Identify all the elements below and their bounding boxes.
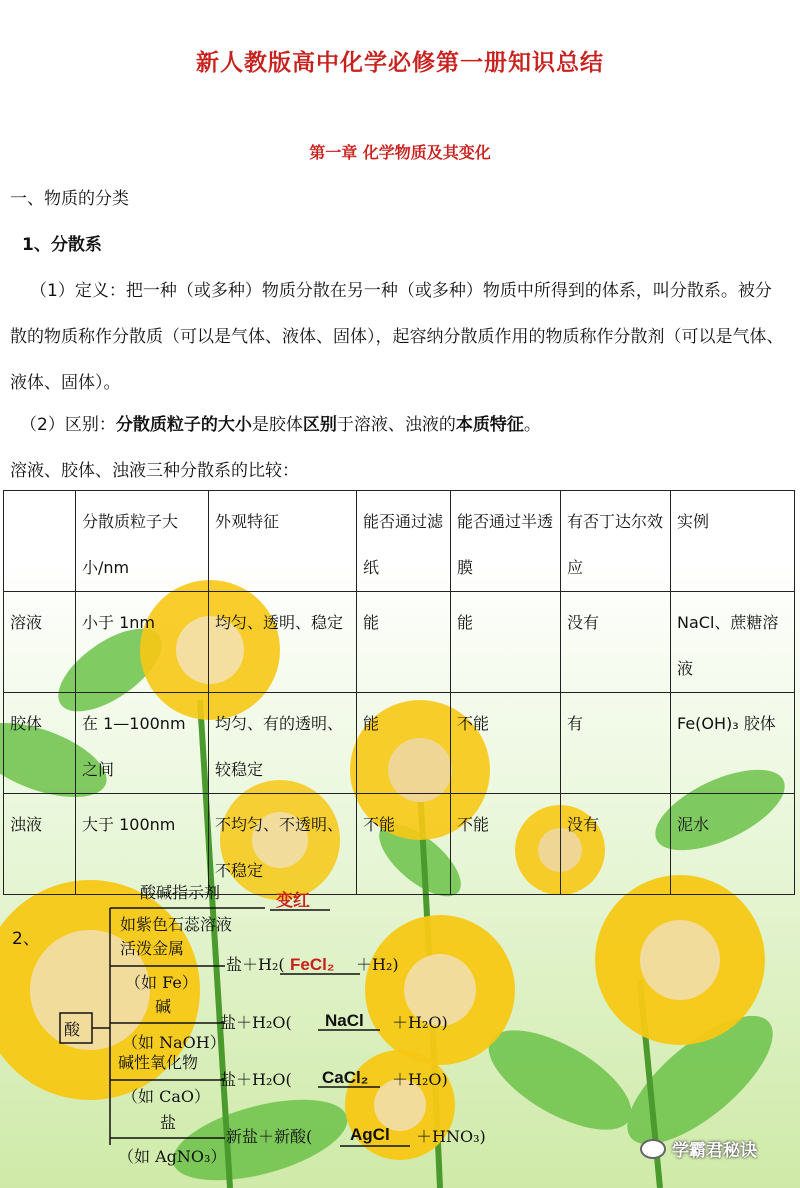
table-cell: 有 [561,693,671,794]
watermark-text: 学霸君秘诀 [672,1141,757,1161]
difference-bold-1: 分散质粒子的大小 [115,415,252,435]
table-header-cell: 实例 [671,491,795,592]
watermark [640,1136,757,1161]
chapter-heading: 第一章 化学物质及其变化 [309,143,491,162]
comparison-table [3,490,795,895]
table-cell: 大于 100nm [76,794,209,895]
table-header-cell: 分散质粒子大小/nm [76,491,209,592]
oxide-product-left: 盐＋H₂O( [220,1070,292,1089]
difference-mid-1: 是胶体 [251,415,303,435]
table-cell: 小于 1nm [76,592,209,693]
oxide-product-right: ＋H₂O) [392,1070,448,1089]
basic-oxide-label: 碱性氧化物 [118,1053,199,1072]
table-cell: 能 [357,592,451,693]
table-cell: 浊液 [4,794,76,895]
indicator-answer: 变红 [276,891,310,910]
metal-label: 活泼金属 [120,939,185,958]
oxide-answer: CaCl₂ [322,1068,369,1087]
indicator-example: 如紫色石蕊溶液 [120,915,233,934]
metal-product-left: 盐＋H₂( [226,955,285,974]
table-cell: 均匀、有的透明、较稳定 [209,693,357,794]
table-row [4,693,795,794]
table-cell: 泥水 [671,794,795,895]
difference-suffix: 。 [523,415,541,435]
table-cell: 不能 [451,794,561,895]
base-label: 碱 [155,997,172,1016]
table-cell: 不能 [357,794,451,895]
difference-line [20,410,541,435]
comparison-caption: 溶液、胶体、浊液三种分散系的比较： [10,461,299,481]
table-row [4,592,795,693]
base-product-right: ＋H₂O) [392,1013,448,1032]
table-header-cell: 能否通过滤纸 [357,491,451,592]
section-heading: 一、物质的分类 [10,189,129,209]
metal-answer: FeCl₂ [290,955,335,974]
table-cell: 在 1—100nm 之间 [76,693,209,794]
indicator-label: 酸碱指示剂 [140,883,221,902]
table-cell: 能 [357,693,451,794]
table-cell: 溶液 [4,592,76,693]
table-header-cell: 外观特征 [209,491,357,592]
page-title: 新人教版高中化学必修第一册知识总结 [196,50,604,76]
definition-paragraph: （1）定义：把一种（或多种）物质分散在另一种（或多种）物质中所得到的体系，叫分散系。被分散的物质称作分散质（可以是气体、液体、固体），起容纳分散质作用的物质称作分散剂（可以是气体、液体、固体）。 [10,281,784,393]
salt-example: （如 AgNO₃） [118,1147,227,1166]
table-cell: 不均匀、不透明、不稳定 [209,794,357,895]
table-cell: 不能 [451,693,561,794]
base-answer: NaCl [325,1011,364,1030]
table-header-cell: 有否丁达尔效应 [561,491,671,592]
subsection-heading: 1、分散系 [22,235,102,255]
table-cell: 没有 [561,794,671,895]
difference-prefix: （2）区别： [20,415,116,435]
salt-label: 盐 [160,1113,177,1132]
table-cell: 能 [451,592,561,693]
table-cell: 均匀、透明、稳定 [209,592,357,693]
basic-oxide-example: （如 CaO） [122,1087,210,1106]
salt-product-right: ＋HNO₃) [416,1127,486,1146]
base-product-left: 盐＋H₂O( [220,1013,292,1032]
table-cell: Fe(OH)₃ 胶体 [671,693,795,794]
difference-mid-2: 于溶液、浊液的 [336,415,456,435]
section-2-label: 2、 [12,929,40,949]
table-cell: 没有 [561,592,671,693]
difference-bold-3: 本质特征 [455,415,524,435]
difference-bold-2: 区别 [302,415,337,435]
salt-answer: AgCl [350,1125,390,1144]
metal-example: （如 Fe） [125,973,198,992]
table-cell: NaCl、蔗糖溶液 [671,592,795,693]
acid-label: 酸 [64,1020,81,1039]
metal-product-right: ＋H₂) [356,955,399,974]
table-cell: 胶体 [4,693,76,794]
table-header-cell: 能否通过半透膜 [451,491,561,592]
table-header-row [4,491,795,592]
base-example: （如 NaOH） [122,1033,226,1052]
table-header-cell [4,491,76,592]
wechat-icon [640,1139,666,1159]
salt-product-left: 新盐＋新酸( [226,1127,313,1146]
